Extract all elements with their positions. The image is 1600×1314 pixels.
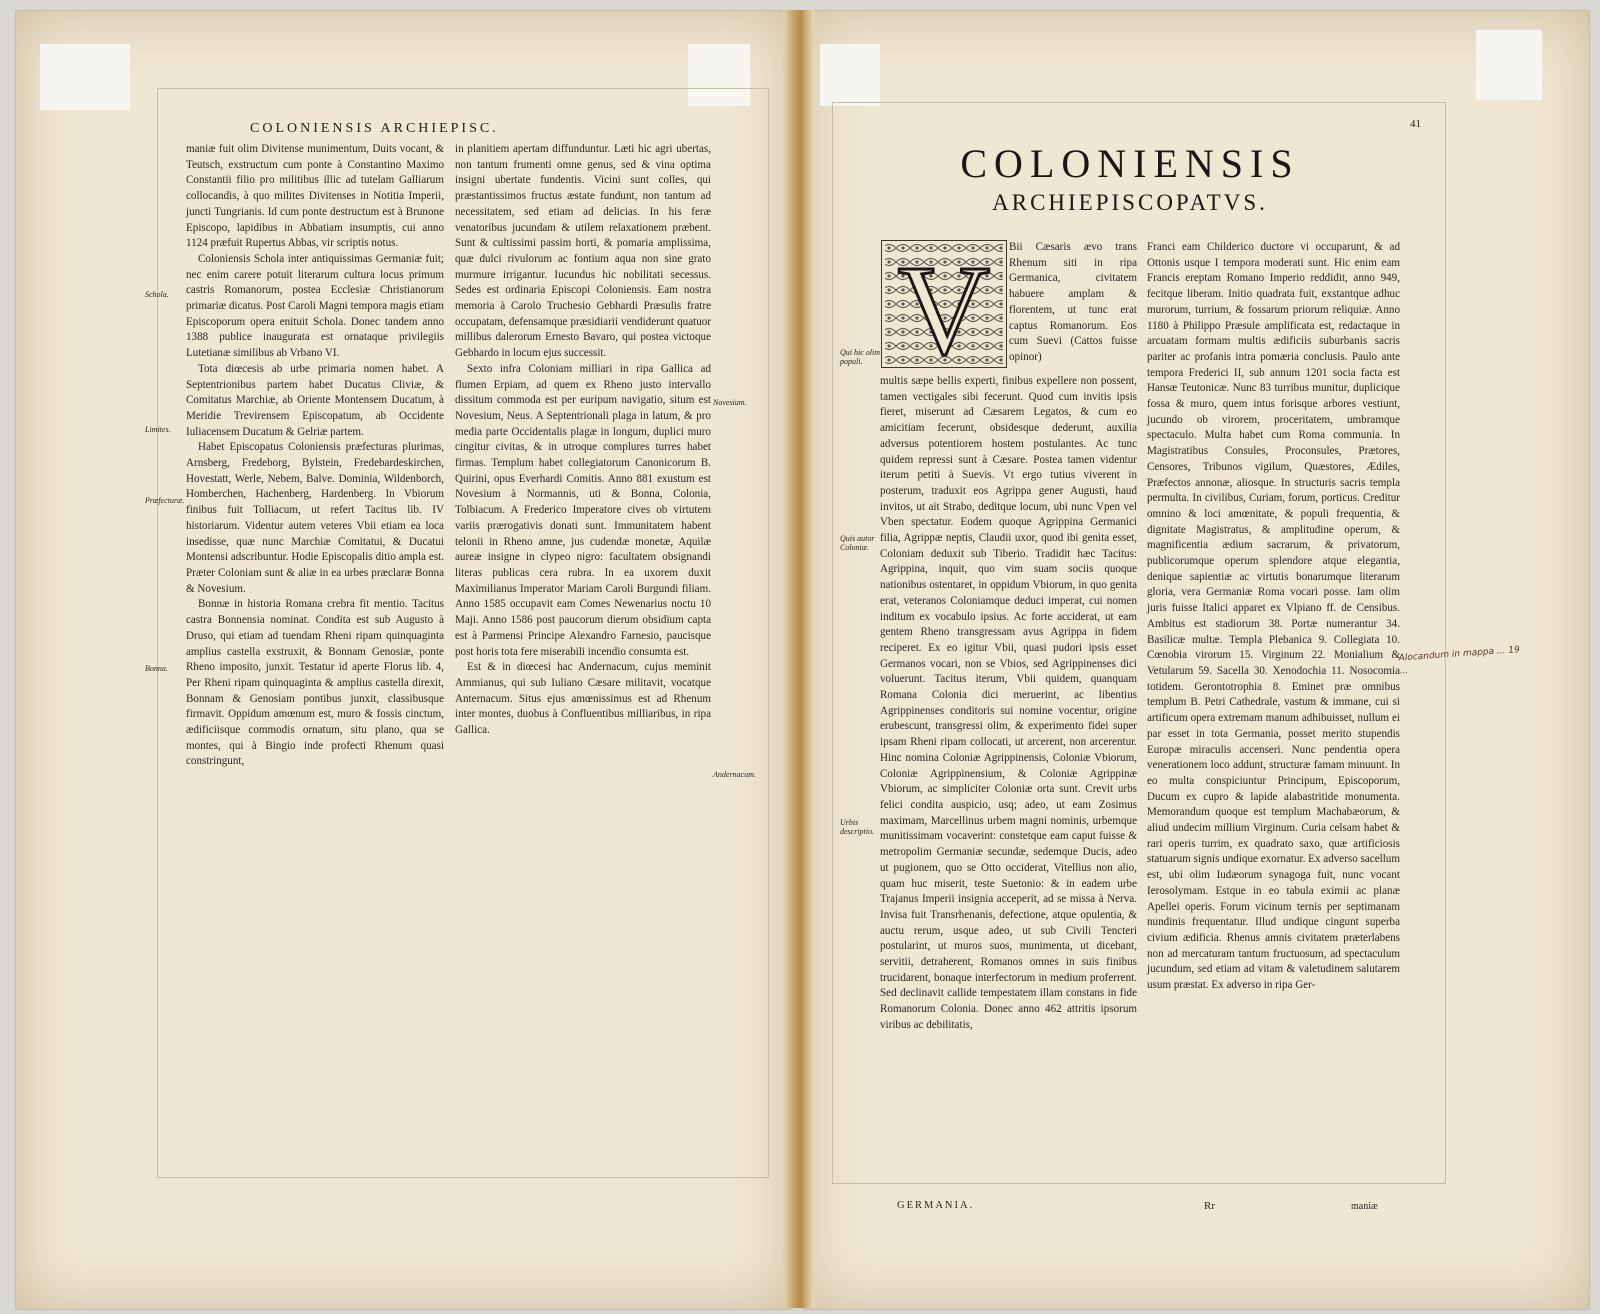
catchword: maniæ xyxy=(1351,1201,1378,1212)
ornament-icon xyxy=(882,241,1006,367)
left-column-1 xyxy=(186,142,444,770)
right-column-2 xyxy=(1147,240,1400,994)
margin-note-bonna: Bonna. xyxy=(145,664,168,673)
margin-note-limites: Limites. xyxy=(145,425,171,434)
margin-note-urbis: Urbis descriptio. xyxy=(840,818,874,836)
margin-note-schola: Schola. xyxy=(145,290,169,299)
paragraph: Habet Episcopatus Coloniensis præfecturas plurimas, Arnsberg, Fredeborg, Bylstein, Fredebardeskirchen, Hovestatt, Werle, Nebem, Balve. Dominia, Wildenborch, Homberchen, Hachenberg, Hardenberg. In Vbiorum finibus fuit Tolliacum, ut refert Tacitus lib. IV historiarum. Videntur autem veteres Vbii etiam ea loca insedisse, quæ nunc Marchiæ Comitatui, & Ducatui Montensi adscribuntur. Hodie Episcopalis ditio ampla est. Præter Coloniam sunt & aliæ in ea urbes præclaræ Bonna & Novesium. xyxy=(186,441,444,595)
margin-note-andernacum: Andernacum. xyxy=(713,770,756,779)
signature-mark: Rr xyxy=(1204,1200,1215,1212)
paragraph: Tota diœcesis ab urbe primaria nomen habet. A Septentrionibus partem habet Ducatus Cliviæ, & Comitatus Marchiæ, ab Oriente Montensem Ducatum, à Meridie Trevirensem Episcopatum, ab Occidente Iuliacensem Ducatum & Gelriæ partem. xyxy=(186,362,444,438)
decorated-initial xyxy=(881,240,1007,368)
right-column-1 xyxy=(880,374,1137,1034)
paragraph: Est & in diœcesi hac Andernacum, cujus meminit Ammianus, qui sub Iuliano Cæsare militavit, vocatque Anternacum. Situs ejus amœnissimus est ad Rhenum inter montes, duobus à Confluentibus milliaribus, in ripa Gallica. xyxy=(455,661,711,737)
paragraph: maniæ fuit olim Divitense munimentum, Duits vocant, & Teutsch, exstructum cum ponte à Constantino Maximo Constantii filio pro militibus illic ad tutelam Galliarum collocandis, à quo milites Divitenses in Notitia Imperii, juncti Tungrianis. Id cum ponte destructum est à Brunone Episcopo, lapidibus in Abbatiam insumptis, cui anno 1124 præfuit Rupertus Abbas, vir scriptis notus. xyxy=(186,143,444,250)
hinge-tab-top-right-inner xyxy=(820,44,880,106)
paragraph: Franci eam Childerico ductore vi occuparunt, & ad Ottonis usque I tempora moderati sunt. Hic enim eam Francis ereptam Romano Imperio reddidit, anno 949, fecitque liberam. Initio quadrata fuit, exstantque adhuc murorum, turrium, & fossarum priorum reliquiæ. Anno 1180 à Philippo Præsule amplificata est, redactaque in arcuatam formam multis ædificiis suburbanis sacris pariter ac profanis intra pomæria conclusis. Paulo ante tempora Frederici II, sub annum 1201 socia facta est Hansæ Teutonicæ. Nunc 83 turribus munitur, duplicique fossa & muro, quem intus forisque arbores vestiunt, jucundo ob virorem, proceritatem, umbramque spectaculo. Multa habet cum Roma communia. In Magistratibus Consules, Proconsules, Prætores, Censores, Tribunos vigilum, Quæstores, Ædiles, Præfectos annonæ, aliosque. In structuris sacris templa permulta. In civilibus, Curiam, forum, porticus. Creditur omnino & loci amœnitate, & populi frequentia, & dignitate Magistratus, & amplitudine operum, & magnificentia ædium sacrarum, & privatorum, publicorumque operum splendore atque elegantia, denique sapientiæ ac virtutis bonarumque literarum gloria, vera Germaniæ Roma vocari posse. Iam olim juris fuisse Italici apparet ex Vlpiano ff. de Censibus. Ambitus est stadiorum 38. Portæ numerantur 34. Basilicæ multæ. Templa Plebanica 9. Collegiata 10. Cœnobia virorum 15. Virginum 22. Monialium & Vetularum 59. Sacella 30. Xenodochia 11. Nosocomia totidem. Gerontotrophia 8. Eminet præ omnibus templum B. Petri Cathedrale, vastum & immane, cui si artificum opera extremam manum adhibuisset, nullum ei par esset in tota Germania, posset merito stupendis Europæ miraculis accenseri. Nunc pendentia opera venerationem loco addunt, structuræ famam minuunt. In eo multa conspiciuntur Principum, Episcoporum, Ducum ex cupro & lapide alabastritide monumenta. Memorandum quoque est templum Machabæorum, & aliud undecim millium Virginum. Curia celsam habet & rari operis turrim, ex quadrato saxo, quæ artificiosis statuarum signis undique exornatur. Ex adverso sacellum est, ubi olim Iudæorum synagoga fuit, nunc vocant Ierosolymam. Estque in eo tabula eximii ac planæ Apellei operis. Forum vicinum ternis per septimanam nundinis frequentatur. Illud undique cingunt superba civium ædificia. Rhenus amnis civitatem præterlabens non ad mercaturam tantum fructuosum, ad spectaculum jucundum, sed etiam ad vitam & valetudinem salutarem usum præstat. Ex adverso in ripa Ger- xyxy=(1147,241,1400,992)
page-number: 41 xyxy=(1410,118,1421,130)
margin-note-qui-hic: Qui hic olim populi. xyxy=(840,348,880,366)
center-fold xyxy=(783,10,815,1308)
dropcap-letter: V xyxy=(897,241,991,367)
paragraph: in planitiem apertam diffunduntur. Læti hic agri ubertas, non tantum frumenti omne genus, sed & vina optima insigni ubertate fundentis. Vicini sunt colles, qui præstantissimos fructus æstate fundunt, non tantum ad necessitatem, sed etiam ad delicias. In his feræ venatoribus jucundam & utilem relaxationem præbent. Sunt & cultissimi passim horti, & pomaria amplissima, quæ dulci rivulorum ac fontium aqua non sine grato murmure irrigantur. Iucundus hic nobilitati secessus. Sedes est ordinaria Episcopi Coloniensis. Eam nostra memoria à Carolo Truchesio Gebhardi Præsulis fratre occupatam, defensamque præsidiarii vendiderunt quatuor millibus dalerorum Ernesto Bavaro, qui postea victoque Gebhardo in locum ejus successit. xyxy=(455,143,711,360)
margin-note-quis-autor: Quis autor Coloniæ. xyxy=(840,534,875,552)
footer-region: GERMANIA. xyxy=(897,1200,975,1211)
margin-note-novesium: Novesium. xyxy=(713,398,747,407)
right-column-1-intro xyxy=(1009,240,1137,366)
hinge-tab-top-left xyxy=(40,44,130,110)
paragraph: Coloniensis Schola inter antiquissimas Germaniæ fuit; nec enim carere potuit literarum cultura locus primum castris Romanorum, postea Ecclesiæ Christianorum primariæ dicatus. Post Caroli Magni tempora magis etiam Episcoporum opera enituit Schola. Donec tandem anno 1388 publice inaugurata est ornataque privilegiis Lutetianæ similibus ab Vrbano VI. xyxy=(186,252,444,360)
paragraph: Sexto infra Coloniam milliari in ripa Gallica ad flumen Erpiam, ad quem ex Rheno justo intervallo dissitum commoda est per euripum navigatio, situm est Novesium, Neus. A Septentrionali plaga in latum, & pro media parte Occidentalis plagæ in longum, duplici muro cingitur civitas, & in utroque complures turres habet firmas. Templum habet collegiatorum Canonicorum B. Quirini, opus Everhardi Comitis. Anno 881 exustum est Novesium à Normannis, uti & Bonna, Colonia, Tolbiacum. A Frederico Imperatore cives ob virtutem variis prærogativis donati sunt. Immunitatem habent telonii in Rheno amne, jus cudendæ monetæ, Aquilæ aureæ insigne in clypeo nigro: facultatem obsignandi literas publicas cera rubra. In ea uxorem duxit Maximilianus Imperator Mariam Caroli Burgundi filiam. Anno 1585 occupavit eam Comes Newenarius noctu 10 Maji. Anno 1586 post paucorum dierum obsidium capta est à Parmensi Principe Alexandro Farnesio, paucisque post horis tota fere miserabili incendio consumta est. xyxy=(455,362,711,658)
running-head: COLONIENSIS ARCHIEPISC. xyxy=(250,121,499,136)
left-column-2 xyxy=(455,142,711,739)
hinge-tab-top-right xyxy=(1476,30,1542,100)
paragraph: Bonnæ in historia Romana crebra fit mentio. Tacitus castra Bonnensia nominat. Condita est sub Augusto à Druso, qui etiam ad tuendam Rheni ripam quinquaginta amplius castella exstruxit, & Bonnam Genosiæ, ponte Rheno imposito, junxit. Testatur id aperte Florus lib. 4, Per Rheni ripam quinquaginta & amplius castella direxit, Bonnam & Genosiam pontibus junxit, classibusque firmavit. Oppidum amœnum est, muro & fossis cinctum, ædificiisque commodis ornatum, situ plano, qua se montes, qui à Bingio inde profecti Rhenum quasi constringunt, xyxy=(186,598,444,768)
page-title: COLONIENSIS xyxy=(960,141,1300,186)
paragraph: multis sæpe bellis experti, finibus expellere non possent, tamen vectigales sibi fecerunt. Quod cum invitis ipsis fieret, miserunt ad Cæsarem Legatos, & cum eo amicitiam fecerunt, obsidesque dederunt, auxilia adversus potentiorem hostem postulantes. Ac tunc quidem repressi sunt à Cæsare. Postea tamen videntur iterum petiti à Suevis. Vt ergo tutius viverent in posterum, traduxit eos Agrippa gener Augusti, haud invitos, ut ait Strabo, deditque locum, ubi nunc Vpen vel Vben spectatur. Eodem quoque Agrippina Germanici filia, Agrippæ neptis, Claudii uxor, quod ibi genita esset, Coloniam deduxit sub Tiberio. Tradidit hæc Tacitus: Agrippina, inquit, quo vim suam sociis quoque nationibus ostentaret, in oppidum Vbiorum, in quo genita erat, veteranos Coloniamque deduci imperat, cui nomen inditum ex vocabulo ipsius. Ac forte acciderat, ut eam gentem Rheno transgressam avus Agrippa in fidem reciperet. Ex eo igitur Vbii, quasi pudori ipsis esset Germanos vocari, non se Vbios, sed Agrippinenses dici voluerunt. Tacitus iterum, Vbii quidem, quanquam Romana Colonia dici meruerint, ac libentius Agrippinenses conditoris sui nomine vocentur, origine erubescunt, transgressi olim, & experimento fidei super ipsam Rheni ripam collocati, ut arcerent, non arcerentur. Hinc nomina Coloniæ Agrippinensis, Coloniæ Vbiorum, Coloniæ Agrippinensium, & Coloniæ Agrippinæ Vbiorum, ac simpliciter Coloniæ orta sunt. Crevit urbs felici condita auspicio, usq; adeo, ut eam Zosimus maximam, Marcellinus urbem magni nominis, urbemque munitissimam vocaverint: constetque eam caput fuisse & metropolim Germaniæ secundæ, sedemque Ducis, adeo ut pugionem, quo se Otto occiderat, Vitellius non alio, quam huc miserit, teste Suetonio: & in eadem urbe Trajanus Imperii insignia acceperit, ad se missa à Nerva. Invisa fuit Transrhenanis, defectione, atque opulentia, & auctu rerum, usque adeo, ut sub Civili Tencteri postularint, ut muros suos, munimenta, ut dicebant, servitii, detraherent, Romanos omnes in suis finibus trucidarent, bonaque interfectorum in medium proferrent. Sed declinavit callide tempestatem illam constans in fide Romanorum Colonia. Donec anno 462 attritis ipsorum viribus ac debilitatis, xyxy=(880,375,1137,1031)
handwritten-annotation: Alocandum in mappa ... 19 ... xyxy=(1398,645,1521,677)
margin-note-praefecturae: Præfecturæ. xyxy=(145,496,185,505)
page-subtitle: ARCHIEPISCOPATVS. xyxy=(992,190,1268,215)
paragraph: Bii Cæsaris ævo trans Rhenum siti in ripa Germanica, civitatem habuere amplam & florentem, ut tunc erat captus Romanorum. Eos cum Suevi (Cattos fuisse opinor) xyxy=(1009,241,1137,363)
